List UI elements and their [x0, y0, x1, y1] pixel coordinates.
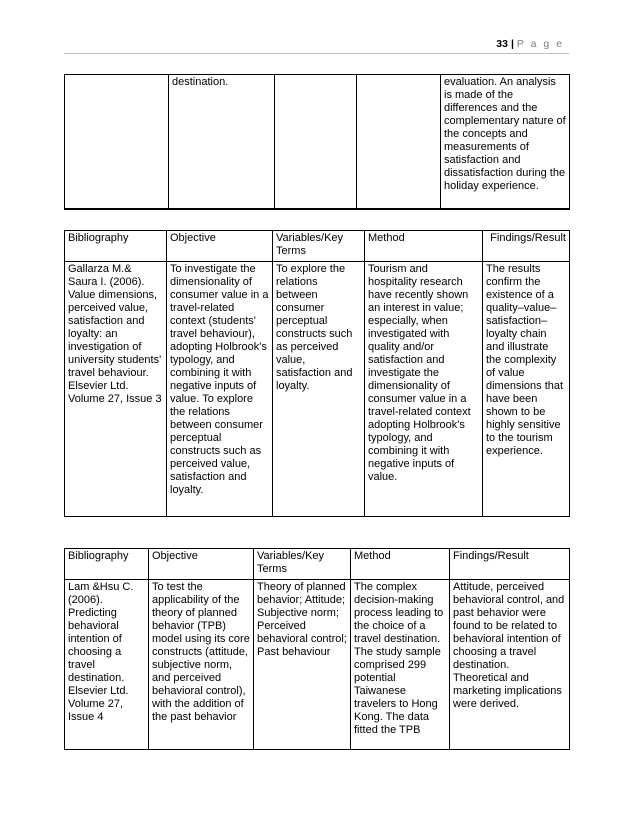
header-findings: Findings/Result [483, 231, 570, 262]
page-number: 33 [496, 38, 508, 50]
table-row [65, 580, 570, 750]
page-separator: | [510, 38, 514, 50]
cell-findings: Attitude, perceived behavioral control, and past behavior were found to be related to behavioral intention of choosing a travel destination. Theoretical and marketing implications were derived. [450, 580, 570, 750]
header-findings: Findings/Result [450, 549, 570, 580]
header-objective: Objective [149, 549, 254, 580]
table-header-row [65, 549, 570, 580]
header-bibliography: Bibliography [65, 549, 149, 580]
header-method: Method [365, 231, 483, 262]
page-word: P a g e [516, 38, 564, 50]
table-row [65, 75, 570, 210]
header-variables: Variables/Key Terms [254, 549, 351, 580]
cell-variables: Theory of planned behavior; Attitude; Subjective norm; Perceived behavioral control; Past behaviour [254, 580, 351, 750]
cell-method: Tourism and hospitality research have recently shown an interest in value; especially, when investigated with quality and/or satisfaction and investigate the dimensionality of consumer value in a travel-related context adopting Holbrook's typology, and combining it with negative inputs of value. [365, 262, 483, 517]
table-cell [275, 75, 357, 210]
continued-table [64, 74, 570, 210]
cell-bibliography: Lam &Hsu C. (2006). Predicting behavioral intention of choosing a travel destination. Elsevier Ltd. Volume 27, Issue 4 [65, 580, 149, 750]
header-variables: Variables/Key Terms [273, 231, 365, 262]
cell-variables: To explore the relations between consumer perceptual constructs such as perceived value, satisfaction and loyalty. [273, 262, 365, 517]
gallarza-table [64, 230, 570, 517]
cell-objective: To test the applicability of the theory of planned behavior (TPB) model using its core constructs (attitude, subjective norm, and perceived behavioral control), with the addition of the past behavior [149, 580, 254, 750]
cell-findings: The results confirm the existence of a quality–value–satisfaction–loyalty chain and illustrate the complexity of value dimensions that have been shown to be highly sensitive to the tourism experience. [483, 262, 570, 517]
lam-table [64, 548, 570, 750]
table-cell: destination. [169, 75, 275, 210]
page-header [496, 38, 564, 50]
table-cell [65, 75, 169, 210]
cell-method: The complex decision-making process leading to the choice of a travel destination. The study sample comprised 299 potential Taiwanese travelers to Hong Kong. The data fitted the TPB [351, 580, 450, 750]
table-cell [357, 75, 441, 210]
table-row [65, 262, 570, 517]
cell-bibliography: Gallarza M.& Saura I. (2006). Value dimensions, perceived value, satisfaction and loyalty: an investigation of university students' travel behaviour. Elsevier Ltd. Volume 27, Issue 3 [65, 262, 167, 517]
header-rule [64, 53, 569, 54]
table-cell: evaluation. An analysis is made of the differences and the complementary nature of the concepts and measurements of satisfaction and dissatisfaction during the holiday experience. [441, 75, 570, 210]
header-method: Method [351, 549, 450, 580]
table-header-row [65, 231, 570, 262]
cell-objective: To investigate the dimensionality of consumer value in a travel-related context (students' travel behaviour), adopting Holbrook's typology, and combining it with negative inputs of value. To explore the relations between consumer perceptual constructs such as perceived value, satisfaction and loyalty. [167, 262, 273, 517]
header-bibliography: Bibliography [65, 231, 167, 262]
header-objective: Objective [167, 231, 273, 262]
